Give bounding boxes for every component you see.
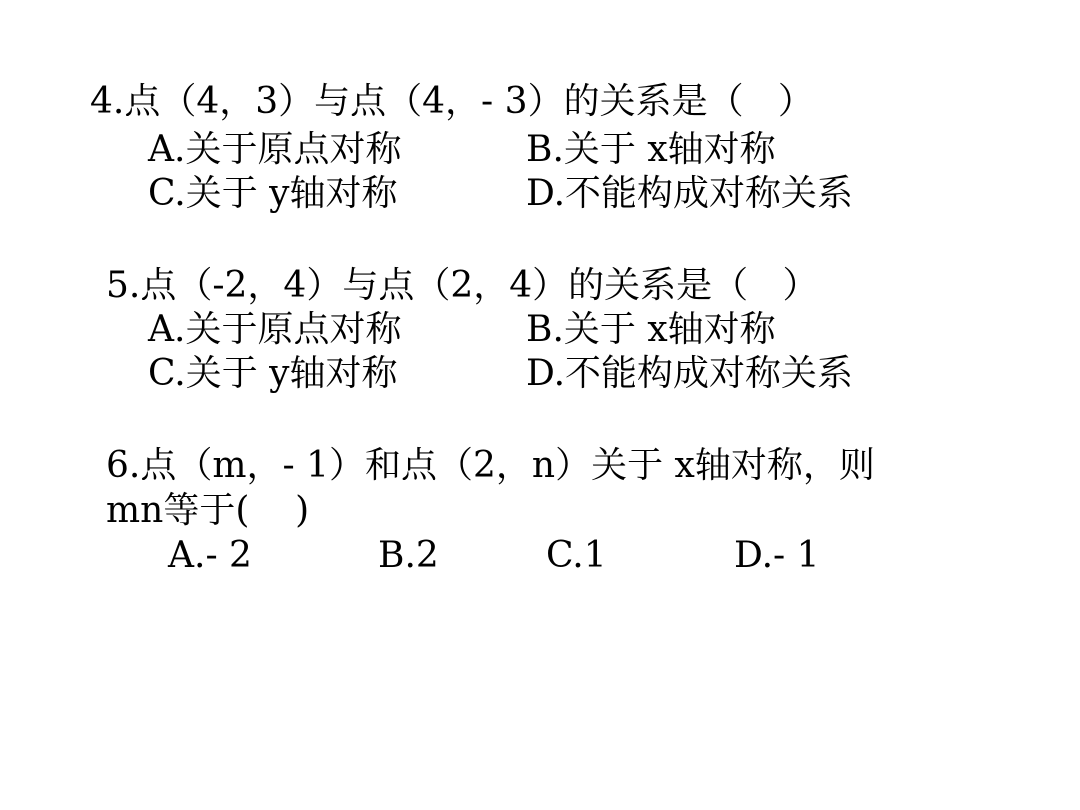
question-4-option-b: B.关于 x轴对称 xyxy=(526,129,776,170)
question-4-option-c: C.关于 y轴对称 xyxy=(148,173,398,214)
question-4-stem: 4.点（4，3）与点（4，- 3）的关系是（ ） xyxy=(90,81,814,122)
question-6-option-a: A.- 2 xyxy=(168,535,252,576)
question-4-option-a: A.关于原点对称 xyxy=(148,129,402,170)
question-6-option-b: B.2 xyxy=(378,535,439,576)
question-4-option-d: D.不能构成对称关系 xyxy=(526,173,854,214)
question-5-option-c: C.关于 y轴对称 xyxy=(148,353,398,394)
question-6-stem-line2: mn等于( ) xyxy=(106,490,310,531)
question-5-option-a: A.关于原点对称 xyxy=(148,309,402,350)
question-6-option-c: C.1 xyxy=(546,535,607,576)
question-5-option-d: D.不能构成对称关系 xyxy=(526,353,854,394)
question-5-option-b: B.关于 x轴对称 xyxy=(526,309,776,350)
question-6-option-d: D.- 1 xyxy=(734,535,820,576)
question-6-stem-line1: 6.点（m，- 1）和点（2，n）关于 x轴对称，则 xyxy=(106,445,875,486)
question-5-stem: 5.点（-2，4）与点（2，4）的关系是（ ） xyxy=(106,265,819,306)
